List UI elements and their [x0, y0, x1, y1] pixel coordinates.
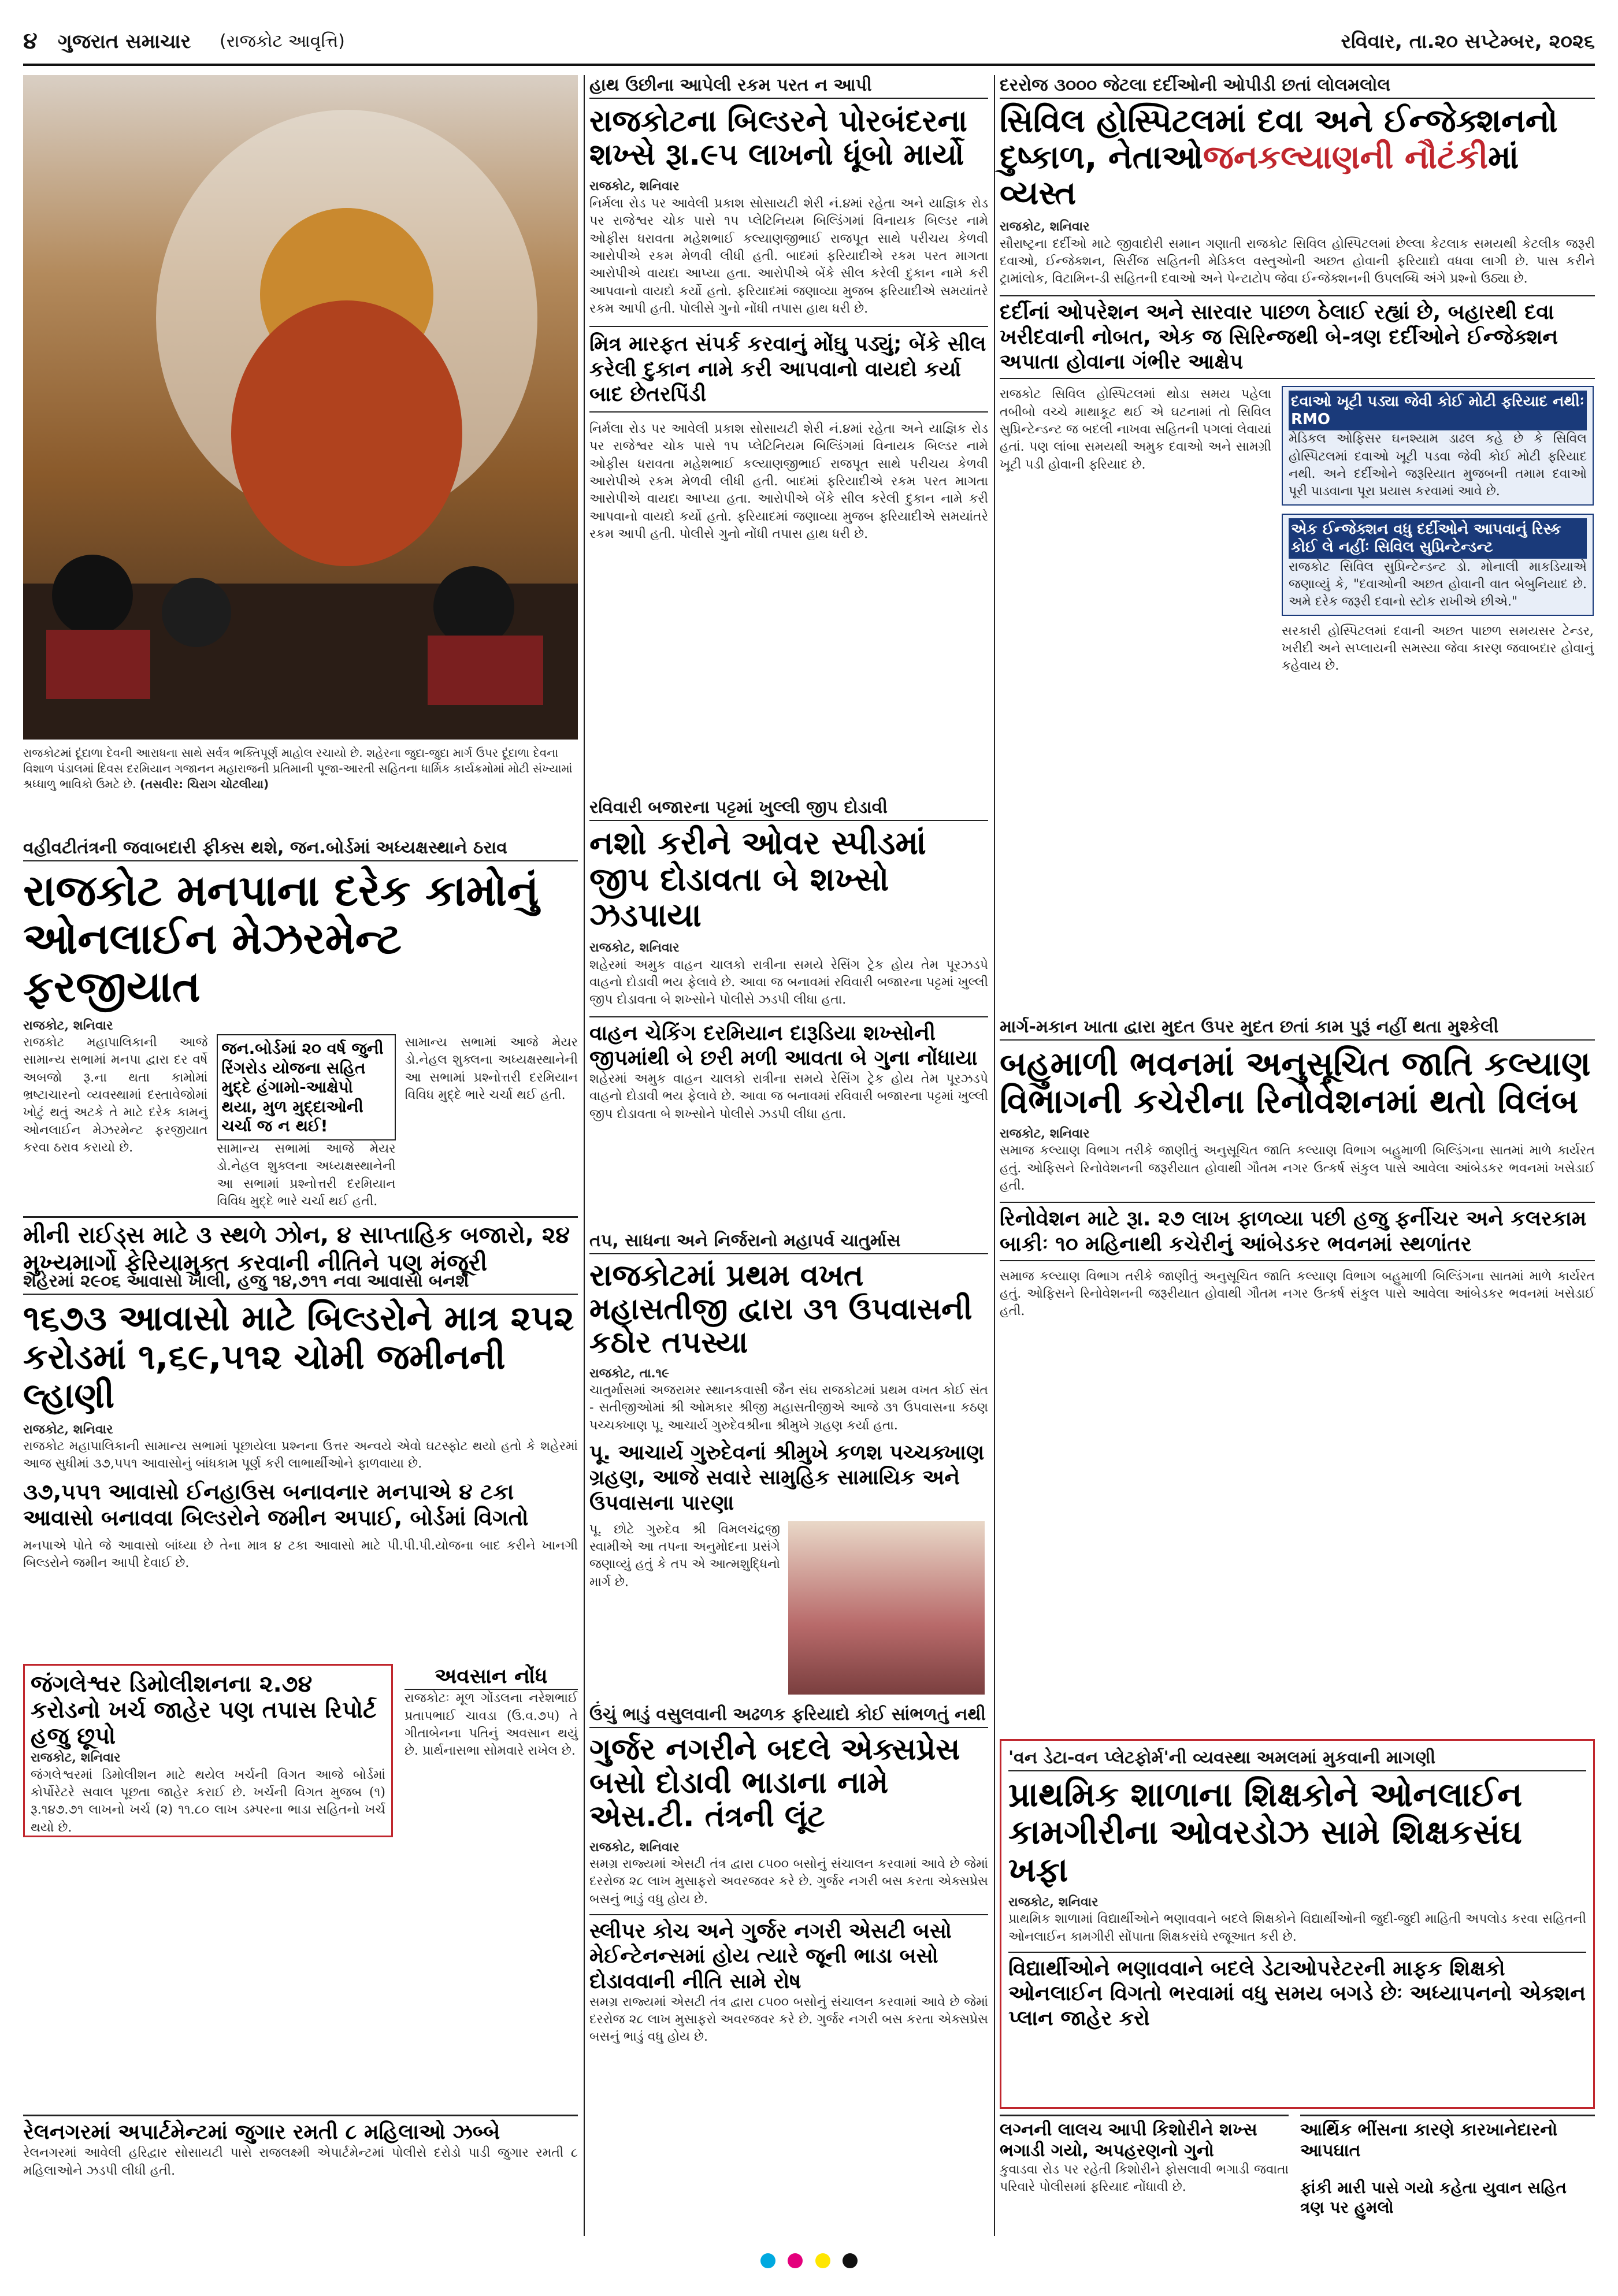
date-line: રવિવાર, તા.૨૦ સપ્ટેમ્બર, ૨૦૨૬ [1341, 30, 1595, 53]
mnp-story [23, 838, 578, 1277]
teacher-headline: પ્રાથમિક શાળાના શિક્ષકોને ઓનલાઈન કામગીરીના ઓવરડોઝ સામે શિક્ષકસંઘ ખફા [1008, 1775, 1523, 1889]
civil-story [1000, 75, 1595, 1000]
builder-body-2: નિર્મલા રોડ પર આવેલી પ્રકાશ સોસાયટી શેરી નં.૪માં રહેતા અને યાજ્ઞિક રોડ પર રાજેશ્વર ચોક પાસે ૧૫ પ્લેટિનિયમ બિલ્ડિંગમાં વિનાયક બિલ્ડર નામે ઓફીસ ધરાવતા મહેશભાઈ કલ્યાણજીભાઈ રાજપૂત સાથે પરીચય કેળવી આરોપીએ રકમ મેળવી લીધી હતી. બાદમાં ફરિયાદીએ રકમ પરત માગતા આરોપીએ વાયદા આપ્યા હતા. આરોપીએ બેંકે સીલ કરેલી દુકાન નામે કરી આપવાનો વાયદો કર્યો હતો. ફરિયાદમાં જણાવ્યા મુજબ ફરિયાદીએ સમયાંતરે રકમ આપી હતી. પોલીસે ગુનો નોંધી તપાસ હાથ ધરી છે. [589, 421, 988, 542]
builder-subhead: મિત્ર મારફત સંપર્ક કરવાનું મોંઘુ પડ્યું; બેંકે સીલ કરેલી દુકાન નામે કરી આપવાનો વાયદો કર્યા બાદ છેતરપિંડી [589, 326, 988, 413]
jeep-dateline: રાજકોટ, શનિવાર [589, 940, 680, 956]
mnp-dateline: રાજકોટ, શનિવાર [23, 1017, 113, 1033]
mnp-body-3: સામાન્ય સભામાં આજે મેયર ડો.નેહલ શુક્લના અધ્યક્ષસ્થાનેની આ સભામાં પ્રશ્નોત્તરી દરમિયાન વિવિધ મુદ્દે ભારે ચર્ચા થઈ હતી. [404, 1035, 578, 1103]
tapasya-body: ચાતુર્માસમાં અજરામર સ્થાનકવાસી જૈન સંઘ રાજકોટમાં પ્રથમ વખત કોઈ સંત - સતીજીઓમાં શ્રી ઓમકાર શ્રીજી મહાસતીજીએ આજે ૩૧ ઉપવાસના કઠણ પચ્ચક્ખાણ પૂ. આચાર્ય ગુરુદેવશ્રીના શ્રીમુખે ગ્રહણ કર્યા હતા. [589, 1383, 988, 1433]
builder-story [589, 75, 988, 786]
photo-caption [23, 745, 578, 832]
civil-body: સૌરાષ્ટ્રના દર્દીઓ માટે જીવાદોરી સમાન ગણાતી રાજકોટ સિવિલ હોસ્પિટલમાં છેલ્લા કેટલાક સમયથી કેટલીક જરૂરી દવાઓ, ઈન્જેક્શન, સિરીંજ સહિતની મેડિકલ વસ્તુઓની અછત હોવાની ફરિયાદો વધવા લાગી છે. પાસ કરીને ટ્રામાંલોક, વિટામિન-ડી સહિતની દવાઓ અને પેન્ટાટોપ જેવા ઈન્જેક્શનની ઉપલબ્ધિ અંગે પ્રશ્નો ઉઠ્યા છે. [1000, 236, 1595, 287]
ambedkar-story [1000, 1017, 1595, 1727]
mnp-bottom-head: મીની રાઈડ્સ માટે ૩ સ્થળે ઝોન, ૪ સાપ્તાહિક બજારો, ૨૪ મુખ્યમાર્ગો ફેરિયામુક્ત કરવાની નીતિને પણ મંજૂરી [23, 1216, 578, 1277]
photo-caption-text: રાજકોટમાં દૂંદાળા દેવની આરાધના સાથે સર્વત્ર ભક્તિપૂર્ણ માહોલ રચાયો છે. શહેરના જુદા-જુદા માર્ગ ઉપર દૂંદાળા દેવના વિશાળ પંડાલમાં દિવસ દરમિયાન ગજાનન મહારાજની પ્રતિમાની પૂજા-આરતી સહિતના ધાર્મિક કાર્યક્રમોમાં મોટી સંખ્યામાં શ્રધ્ધાળુ ભાવિકો ઉમટે છે. [23, 746, 573, 791]
yellow-dot [815, 2253, 830, 2268]
column-rule [994, 75, 995, 2236]
awas-subhead: ૩૭,૫૫૧ આવાસો ઈનહાઉસ બનાવનાર મનપાએ ૪ ટકા આવાસો બનાવવા બિલ્ડરોને જમીન અપાઈ, બોર્ડમાં વિગતો [23, 1478, 529, 1531]
black-dot [843, 2253, 858, 2268]
builder-body: નિર્મલા રોડ પર આવેલી પ્રકાશ સોસાયટી શેરી નં.૪માં રહેતા અને યાજ્ઞિક રોડ પર રાજેશ્વર ચોક પાસે ૧૫ પ્લેટિનિયમ બિલ્ડિંગમાં વિનાયક બિલ્ડર નામે ઓફીસ ધરાવતા મહેશભાઈ કલ્યાણજીભાઈ રાજપૂત સાથે પરીચય કેળવી આરોપીએ રકમ મેળવી લીધી હતી. બાદમાં ફરિયાદીએ રકમ પરત માગતા આરોપીએ વાયદા આપ્યા હતા. આરોપીએ બેંકે સીલ કરેલી દુકાન નામે કરી આપવાનો વાયદો કર્યો હતો. ફરિયાદમાં જણાવ્યા મુજબ ફરિયાદીએ સમયાંતરે રકમ આપી હતી. પોલીસે ગુનો નોંધી તપાસ હાથ ધરી છે. [589, 196, 988, 316]
civil-headline-a: સિવિલ હોસ્પિટલમાં દવા અને ઈન્જેક્શનનો [1000, 102, 1558, 140]
fire-story [1300, 2178, 1595, 2236]
civil-body-2: રાજકોટ સિવિલ હોસ્પિટલમાં થોડા સમય પહેલા તબીબો વચ્ચે માથાકૂટ થઈ એ ઘટનામાં તો સિવિલ સુપ્રિન્ટેન્ડન્ટ જ બદલી નાખવા સહિતની પગલાં લેવાયાં હતાં. પણ લાંબા સમયથી અમુક દવાઓ અને સામગ્રી ખૂટી પડી હોવાની ફરિયાદ છે. [1000, 387, 1271, 472]
magenta-dot [788, 2253, 803, 2268]
jungleshwar-headline: જંગલેશ્વર ડિમોલીશનના ૨.૭૪ કરોડનો ખર્ચ જાહેર પણ તપાસ રિપોર્ટ હજુ છૂપો [31, 1671, 377, 1749]
jeep-headline: નશો કરીને ઓવર સ્પીડમાં જીપ દોડાવતા બે શખ્સો ઝડપાયા [589, 824, 926, 935]
fire-headline: ફાંકી મારી પાસે ગયો કહેતા યુવાન સહિત ત્રણ પર હુમલો [1300, 2178, 1567, 2217]
paper-name: ગુજરાત સમાચાર [58, 30, 191, 53]
builder-headline: રાજકોટના બિલ્ડરને પોરબંદરના શખ્સે રૂા.૯૫ લાખનો ધૂંબો માર્યો [589, 104, 968, 173]
awas-headline: ૧૬૭૩ આવાસો માટે બિલ્ડરોને માત્ર ૨૫૨ કરોડમાં ૧,૬૯,૫૧૨ ચોમી જમીનની લ્હાણી [23, 1298, 574, 1417]
mnp-callout: જન.બોર્ડમાં ૨૦ વર્ષ જુની રિંગરોડ યોજના સહિત મુદ્દે હંગામો-આક્ષેપો થયા, મુળ મુદ્દાઓની ચર્ચા જ ન થઈ! [217, 1034, 395, 1140]
ganesh-photo-illustration [23, 75, 578, 740]
builder-kicker: હાથ ઉછીના આપેલી રકમ પરત ન આપી [589, 75, 988, 99]
teacher-body: પ્રાથમિક શાળામાં વિદ્યાર્થીઓને ભણાવવાને બદલે શિક્ષકોને વિદ્યાર્થીઓની જુદી-જુદી માહિતી અપલોડ કરવા સહિતની ઓનલાઈન કામગીરી સોંપાતા શિક્ષકસંઘે રજૂઆત કરી છે. [1008, 1912, 1586, 1944]
civil-headline-b: દુષ્કાળ, નેતાઓ [1000, 138, 1203, 176]
civil-headline-red: જનકલ્યાણની નૌટંકી [1203, 138, 1489, 176]
civil-kicker: દરરોજ ૩૦૦૦ જેટલા દર્દીઓની ઓપીડી છતાં લોલમલોલ [1000, 75, 1595, 99]
mnp-body-2: સામાન્ય સભામાં આજે મેયર ડો.નેહલ શુક્લના અધ્યક્ષસ્થાનેની આ સભામાં પ્રશ્નોત્તરી દરમિયાન વિવિધ મુદ્દે ભારે ચર્ચા થઈ હતી. [217, 1141, 396, 1209]
superintendent-box-title: એક ઈન્જેક્શન વધુ દર્દીઓને આપવાનું રિસ્ક કોઈ લે નહીંઃ સિવિલ સુપ્રિન્ટેન્ડન્ટ [1289, 518, 1587, 559]
jeep-body-2: શહેરમાં અમુક વાહન ચાલકો રાત્રીના સમયે રેસિંગ ટ્રેક હોય તેમ પૂરઝડપે વાહનો દોડાવી ભય ફેલાવે છે. આવા જ બનાવમાં રવિવારી બજારના પટ્ટમાં ખુલ્લી જીપ દોડાવતા બે શખ્સોને પોલીસે ઝડપી લીધા હતા. [589, 1071, 988, 1121]
ambedkar-dateline: રાજકોટ, શનિવાર [1000, 1125, 1090, 1141]
cyan-dot [760, 2253, 775, 2268]
kidnap-story [1000, 2115, 1289, 2238]
edition-label: (રાજકોટ આવૃત્તિ) [220, 31, 345, 51]
teacher-subhead: વિદ્યાર્થીઓને ભણાવવાને બદલે ડેટાઓપરેટરની માફક શિક્ષકો ઓનલાઈન વિગતો ભરવામાં વધુ સમય બગડે છેઃ અધ્યાપનનો એક્શન પ્લાન જાહેર કરો [1008, 1952, 1586, 2031]
awas-kicker: શહેરમાં ૨૯૦૬ આવાસો ખાલી, હજુ ૧૪,૭૧૧ નવા આવાસો બનશે [23, 1271, 578, 1295]
avsan-title: અવસાન નોંધ [404, 1664, 578, 1690]
superintendent-box [1282, 514, 1594, 616]
rmo-box-title: દવાઓ ખૂટી પડ્યા જેવી કોઈ મોટી ફરિયાદ નથીઃ RMO [1289, 391, 1587, 430]
ambedkar-headline: બહુમાળી ભવનમાં અનુસૂચિત જાતિ કલ્યાણ વિભાગની કચેરીના રિનોવેશનમાં થતો વિલંબ [1000, 1044, 1591, 1121]
tapasya-dateline: રાજકોટ, તા.૧૯ [589, 1365, 670, 1381]
jungleshwar-body: જંગલેશ્વરમાં ડિમોલીશન માટે થયેલ ખર્ચની વિગત આજે બોર્ડમાં કોર્પોરેટરે સવાલ પૂછતા જાહેર કરાઈ છે. ખર્ચની વિગત મુજબ (૧) રૂ.૧૪૭.૭૧ લાખનો ખર્ચ (૨) ૧૧.૮૦ લાખ ડમ્પરના ભાડા સહિતનો ખર્ચ થયો છે. [31, 1767, 385, 1835]
jungleshwar-story [23, 1664, 393, 1837]
jugar-headline: રેલનગરમાં અપાર્ટમેન્ટમાં જુગાર રમતી ૮ મહિલાઓ ઝબ્બે [23, 2120, 500, 2144]
bus-dateline: રાજકોટ, શનિવાર [589, 1839, 680, 1855]
rmo-box [1282, 386, 1594, 505]
bus-body-2: સમગ્ર રાજ્યમાં એસટી તંત્ર દ્વારા ૮૫૦૦ બસોનું સંચાલન કરવામાં આવે છે જેમાં દરરોજ ૨૮ લાખ મુસાફરો અવરજવર કરે છે. ગુર્જર નગરી બસ કરતા એક્સપ્રેસ બસનું ભાડું વધુ હોય છે. [589, 1994, 988, 2045]
avsan-body: રાજકોટઃ મૂળ ગોંડલના નરેશભાઈ પ્રતાપભાઈ ચાવડા (ઉ.વ.૭૫) તે ગીતાબેનના પતિનું અવસાન થયું છે. પ્રાર્થનાસભા સોમવારે રાખેલ છે. [404, 1691, 578, 1759]
tapasya-subhead: પૂ. આચાર્ય ગુરુદેવનાં શ્રીમુખે કળશ પચ્ચક્ખાણ ગ્રહણ, આજે સવારે સામુહિક સામાયિક અને ઉપવાસના પારણા [589, 1441, 985, 1515]
kidnap-headline: લગ્નની લાલચ આપી કિશોરીને શખ્સ ભગાડી ગયો, અપહરણનો ગુનો [1000, 2120, 1257, 2161]
jungleshwar-dateline: રાજકોટ, શનિવાર [31, 1750, 121, 1766]
suicide-headline: આર્થિક ભીંસના કારણે કારખાનેદારનો આપઘાત [1300, 2120, 1558, 2161]
bus-kicker: ઉંચું ભાડું વસુલવાની અઢળક ફરિયાદો કોઈ સાંભળતું નથી [589, 1704, 988, 1728]
ambedkar-body: સમાજ કલ્યાણ વિભાગ તરીકે જાણીતું અનુસૂચિત જાતિ કલ્યાણ વિભાગ બહુમાળી બિલ્ડિંગના સાતમાં માળે કાર્યરત હતું. ઓફિસને રિનોવેશનની જરૂરીયાત હોવાથી ગૌતમ નગર ઉત્કર્ષ સંકુલ પાસે આવેલા આંબેડકર ભવનમાં ખસેડાઈ હતી. [1000, 1143, 1595, 1193]
suicide-story [1300, 2115, 1595, 2174]
jugar-story [23, 2115, 578, 2238]
jeep-kicker: રવિવારી બજારના પટ્ટમાં ખુલ્લી જીપ દોડાવી [589, 797, 988, 821]
column-rule [584, 75, 585, 2236]
bus-subhead: સ્લીપર કોચ અને ગુર્જર નગરી એસટી બસો મેઈન્ટેનન્સમાં હોય ત્યારે જૂની ભાડા બસો દોડાવવાની નીતિ સામે રોષ [589, 1914, 988, 1994]
ganesh-photo [23, 75, 578, 740]
ambedkar-body-2: સમાજ કલ્યાણ વિભાગ તરીકે જાણીતું અનુસૂચિત જાતિ કલ્યાણ વિભાગ બહુમાળી બિલ્ડિંગના સાતમાં માળે કાર્યરત હતું. ઓફિસને રિનોવેશનની જરૂરીયાત હોવાથી ગૌતમ નગર ઉત્કર્ષ સંકુલ પાસે આવેલા આંબેડકર ભવનમાં ખસેડાઈ હતી. [1000, 1269, 1595, 1319]
tapasya-headline: રાજકોટમાં પ્રથમ વખત મહાસતીજી દ્વારા ૩૧ ઉપવાસની કઠોર તપસ્યા [589, 1258, 973, 1361]
jeep-story [589, 797, 988, 1219]
tapasya-photo [788, 1521, 985, 1695]
ambedkar-subhead: રિનોવેશન માટે રૂા. ૨૭ લાખ ફાળવ્યા પછી હજુ ફર્નીચર અને કલરકામ બાકીઃ ૧૦ મહિનાથી કચેરીનું આંબેડકર ભવનમાં સ્થળાંતર [1000, 1202, 1595, 1261]
awas-dateline: રાજકોટ, શનિવાર [23, 1421, 113, 1437]
teacher-story [1000, 1739, 1595, 2109]
jeep-subhead: વાહન ચેકિંગ દરમિયાન દારૂડિયા શખ્સોની જીપમાંથી બે છરી મળી આવતા બે ગુના નોંધાયા [589, 1016, 988, 1071]
awas-body-2: મનપાએ પોતે જે આવાસો બાંધ્યા છે તેના માત્ર ૪ ટકા આવાસો માટે પી.પી.પી.યોજના બાદ કરીને ખાનગી બિલ્ડરોને જમીન આપી દેવાઈ છે. [23, 1538, 578, 1571]
teacher-dateline: રાજકોટ, શનિવાર [1008, 1894, 1099, 1909]
page-number: ૪ [23, 28, 38, 54]
teacher-kicker: 'વન ડેટા-વન પ્લેટફોર્મ'ની વ્યવસ્થા અમલમાં મુકવાની માગણી [1008, 1748, 1586, 1771]
tapasya-body-2: પૂ. છોટે ગુરુદેવ શ્રી વિમલચંદ્રજી સ્વામીએ આ તપના અનુમોદના પ્રસંગે જણાવ્યું હતું કે તપ એ આત્મશુદ્ધિનો માર્ગ છે. [589, 1522, 780, 1589]
tapasya-kicker: તપ, સાધના અને નિર્જરાનો મહાપર્વ ચાતુર્માસ [589, 1231, 988, 1254]
civil-headline [1000, 103, 1595, 212]
superintendent-box-body: રાજકોટ સિવિલ સુપ્રિન્ટેન્ડન્ટ ડો. મોનાલી માકડિયાએ જણાવ્યું કે, "દવાઓની અછત હોવાની વાત બેબુનિયાદ છે. અમે દરેક જરૂરી દવાનો સ્ટોક રાખીએ છીએ." [1289, 559, 1587, 610]
bus-story [589, 1704, 988, 2109]
mnp-headline: રાજકોટ મનપાના દરેક કામોનું ઓનલાઈન મેઝરમેન્ટ ફરજીયાત [23, 866, 539, 1012]
masthead [23, 23, 1595, 66]
awas-body: રાજકોટ મહાપાલિકાની સામાન્ય સભામાં પૂછાયેલા પ્રશ્નના ઉત્તર અન્વયે એવો ઘટસ્ફોટ થયો હતો કે શહેરમાં આજ સુધીમાં ૩૭,૫૫૧ આવાસોનું બાંધકામ પૂર્ણ કરી લાભાર્થીઓને ફાળવાયા છે. [23, 1439, 578, 1472]
civil-dateline: રાજકોટ, શનિવાર [1000, 219, 1090, 235]
civil-headline-c: માં વ્યસ્ત [1000, 138, 1519, 213]
mnp-kicker: વહીવટીતંત્રની જવાબદારી ફીક્સ થશે, જન.બોર્ડમાં અધ્યક્ષસ્થાને ઠરાવ [23, 838, 578, 861]
registration-marks [23, 2253, 1595, 2276]
jeep-body: શહેરમાં અમુક વાહન ચાલકો રાત્રીના સમયે રેસિંગ ટ્રેક હોય તેમ પૂરઝડપે વાહનો દોડાવી ભય ફેલાવે છે. આવા જ બનાવમાં રવિવારી બજારના પટ્ટમાં ખુલ્લી જીપ દોડાવતા બે શખ્સોને પોલીસે ઝડપી લીધા હતા. [589, 957, 988, 1008]
jugar-body: રેલનગરમાં આવેલી હરિદ્વાર સોસાયટી પાસે રાજલક્ષ્મી એપાર્ટમેન્ટમાં પોલીસે દરોડો પાડી જુગાર રમતી ૮ મહિલાઓને ઝડપી લીધી હતી. [23, 2146, 578, 2178]
kidnap-body: કુવાડવા રોડ પર રહેતી કિશોરીને ફોસલાવી ભગાડી જવાતા પરિવારે પોલીસમાં ફરિયાદ નોંધાવી છે. [1000, 2163, 1289, 2195]
bus-headline: ગુર્જર નગરીને બદલે એક્સપ્રેસ બસો દોડાવી ભાડાના નામે એસ.ટી. તંત્રની લૂંટ [589, 1732, 960, 1834]
mnp-body: રાજકોટ મહાપાલિકાની આજે સામાન્ય સભામાં મનપા દ્વારા દર વર્ષે અબજો રૂ.ના થતા કામોમાં ભ્રષ્ટાચારનો વ્યવસ્થામાં દસ્તાવેજોમાં ખોટું થતું અટકે તે માટે દરેક કામનું ઓનલાઈન મેઝરમેન્ટ ફરજીયાત કરવા ઠરાવ કરાયો છે. [23, 1035, 208, 1156]
civil-body-3: સરકારી હોસ્પિટલમાં દવાની અછત પાછળ સમયસર ટેન્ડર, ખરીદી અને સપ્લાયની સમસ્યા જેવા કારણ જવાબદાર હોવાનું કહેવાય છે. [1282, 623, 1594, 674]
bus-body: સમગ્ર રાજ્યમાં એસટી તંત્ર દ્વારા ૮૫૦૦ બસોનું સંચાલન કરવામાં આવે છે જેમાં દરરોજ ૨૮ લાખ મુસાફરો અવરજવર કરે છે. ગુર્જર નગરી બસ કરતા એક્સપ્રેસ બસનું ભાડું વધુ હોય છે. [589, 1857, 988, 1907]
photo-credit: (તસવીર: ચિરાગ ચોટલીયા) [139, 777, 269, 791]
rmo-box-body: મેડિકલ ઓફિસર ઘનશ્યામ ડાઢલ કહે છે કે સિવિલ હોસ્પિટલમાં દવાઓ ખૂટી પડવા જેવી કોઈ મોટી ફરિયાદ નથી. અને દર્દીઓને જરૂરિયાત મુજબની તમામ દવાઓ પૂરી પાડવાના પૂરા પ્રયાસ કરવામાં આવે છે. [1289, 432, 1587, 499]
tapasya-story [589, 1231, 988, 1693]
civil-subhead: દર્દીનાં ઓપરેશન અને સારવાર પાછળ ઠેલાઈ રહ્યાં છે, બહારથી દવા ખરીદવાની નોબત, એક જ સિરિન્જથી બે-ત્રણ દર્દીઓને ઈન્જેક્શન અપાતા હોવાના ગંભીર આક્ષેપ [1000, 295, 1595, 380]
ambedkar-kicker: માર્ગ-મકાન ખાતા દ્વારા મુદત ઉપર મુદત છતાં કામ પુરૂં નહીં થતા મુશ્કેલી [1000, 1017, 1595, 1041]
builder-dateline: રાજકોટ, શનિવાર [589, 179, 680, 194]
avsan-story [404, 1664, 578, 1987]
